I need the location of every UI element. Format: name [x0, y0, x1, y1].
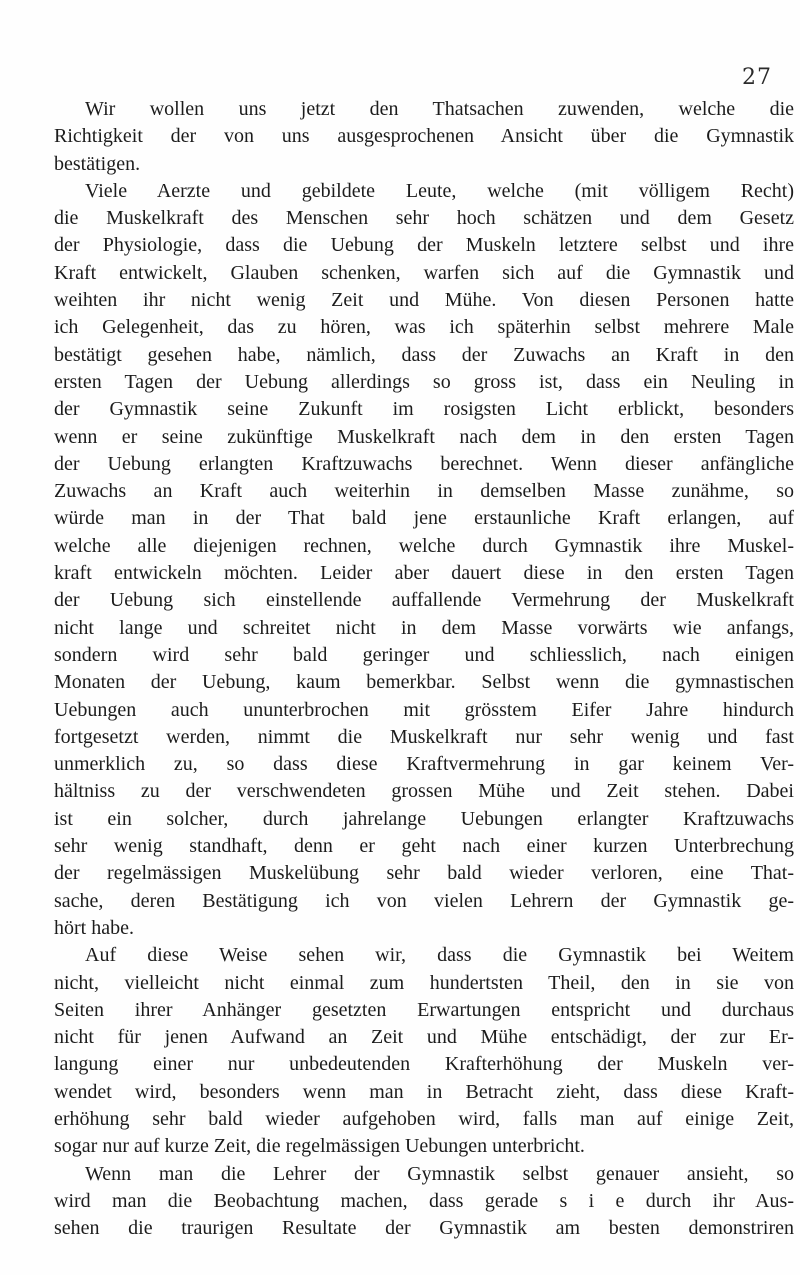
text-line: bestätigt gesehen habe, nämlich, dass der Zuwachs an Kraft in den: [54, 343, 794, 366]
text-line: der Uebung erlangten Kraftzuwachs berechnet. Wenn dieser anfängliche: [54, 452, 794, 475]
text-line: nicht für jenen Aufwand an Zeit und Mühe entschädigt, der zur Er-: [54, 1026, 794, 1049]
text-line: sehen die traurigen Resultate der Gymnastik am besten demonstriren: [54, 1217, 794, 1240]
text-line: wenn er seine zukünftige Muskelkraft nach dem in den ersten Tagen: [54, 425, 794, 448]
text-line: Auf diese Weise sehen wir, dass die Gymnastik bei Weitem: [85, 944, 794, 967]
text-line: weihten ihr nicht wenig Zeit und Mühe. Von diesen Personen hatte: [54, 289, 794, 312]
page-number: 27: [742, 65, 772, 90]
text-line: Zuwachs an Kraft auch weiterhin in demselben Masse zunähme, so: [54, 480, 794, 503]
text-line: der Physiologie, dass die Uebung der Muskeln letztere selbst und ihre: [54, 234, 794, 257]
text-line: ich Gelegenheit, das zu hören, was ich späterhin selbst mehrere Male: [54, 316, 794, 339]
text-line: bestätigen.: [54, 152, 141, 175]
text-line: fortgesetzt werden, nimmt die Muskelkraft nur sehr wenig und fast: [54, 725, 794, 748]
text-line: hört habe.: [54, 916, 134, 939]
text-line: Wenn man die Lehrer der Gymnastik selbst genauer ansieht, so: [85, 1162, 794, 1185]
text-line: ersten Tagen der Uebung allerdings so gross ist, dass ein Neuling in: [54, 370, 794, 393]
text-line: Richtigkeit der von uns ausgesprochenen Ansicht über die Gymnastik: [54, 125, 794, 148]
text-line: sehr wenig standhaft, denn er geht nach einer kurzen Unterbrechung: [54, 835, 794, 858]
text-line: der regelmässigen Muskelübung sehr bald wieder verloren, eine That-: [54, 862, 794, 885]
text-line: wendet wird, besonders wenn man in Betracht zieht, dass diese Kraft-: [54, 1080, 794, 1103]
text-line: die Muskelkraft des Menschen sehr hoch schätzen und dem Gesetz: [54, 207, 794, 230]
text-line: langung einer nur unbedeutenden Krafterhöhung der Muskeln ver-: [54, 1053, 794, 1076]
text-line: würde man in der That bald jene erstaunliche Kraft erlangen, auf: [54, 507, 794, 530]
text-line: Kraft entwickelt, Glauben schenken, warfen sich auf die Gymnastik und: [54, 261, 794, 284]
text-line: nicht lange und schreitet nicht in dem Masse vorwärts wie anfangs,: [54, 616, 794, 639]
text-line: unmerklich zu, so dass diese Kraftvermehrung in gar keinem Ver-: [54, 753, 794, 776]
text-line: der Uebung sich einstellende auffallende Vermehrung der Muskelkraft: [54, 589, 794, 612]
text-line: sondern wird sehr bald geringer und schliesslich, nach einigen: [54, 643, 794, 666]
text-line: ist ein solcher, durch jahrelange Uebungen erlangter Kraftzuwachs: [54, 807, 794, 830]
text-line: erhöhung sehr bald wieder aufgehoben wird, falls man auf einige Zeit,: [54, 1107, 794, 1130]
text-line: Viele Aerzte und gebildete Leute, welche (mit völligem Recht): [85, 179, 794, 202]
text-line: welche alle diejenigen rechnen, welche durch Gymnastik ihre Muskel-: [54, 534, 794, 557]
text-line: Seiten ihrer Anhänger gesetzten Erwartungen entspricht und durchaus: [54, 998, 794, 1021]
text-line: sache, deren Bestätigung ich von vielen Lehrern der Gymnastik ge-: [54, 889, 794, 912]
text-line: Monaten der Uebung, kaum bemerkbar. Selbst wenn die gymnastischen: [54, 671, 794, 694]
text-line: wird man die Beobachtung machen, dass gerade s i e durch ihr Aus-: [54, 1189, 794, 1212]
text-line: sogar nur auf kurze Zeit, die regelmässigen Uebungen unterbricht.: [54, 1135, 585, 1158]
body-text: [54, 96, 794, 1242]
text-line: Wir wollen uns jetzt den Thatsachen zuwenden, welche die: [85, 98, 794, 120]
text-line: kraft entwickeln möchten. Leider aber dauert diese in den ersten Tagen: [54, 562, 794, 585]
text-line: hältniss zu der verschwendeten grossen Mühe und Zeit stehen. Dabei: [54, 780, 794, 803]
text-line: der Gymnastik seine Zukunft im rosigsten Licht erblickt, besonders: [54, 398, 794, 421]
text-line: Uebungen auch ununterbrochen mit grösstem Eifer Jahre hindurch: [54, 698, 794, 721]
text-line: nicht, vielleicht nicht einmal zum hundertsten Theil, den in sie von: [54, 971, 794, 994]
